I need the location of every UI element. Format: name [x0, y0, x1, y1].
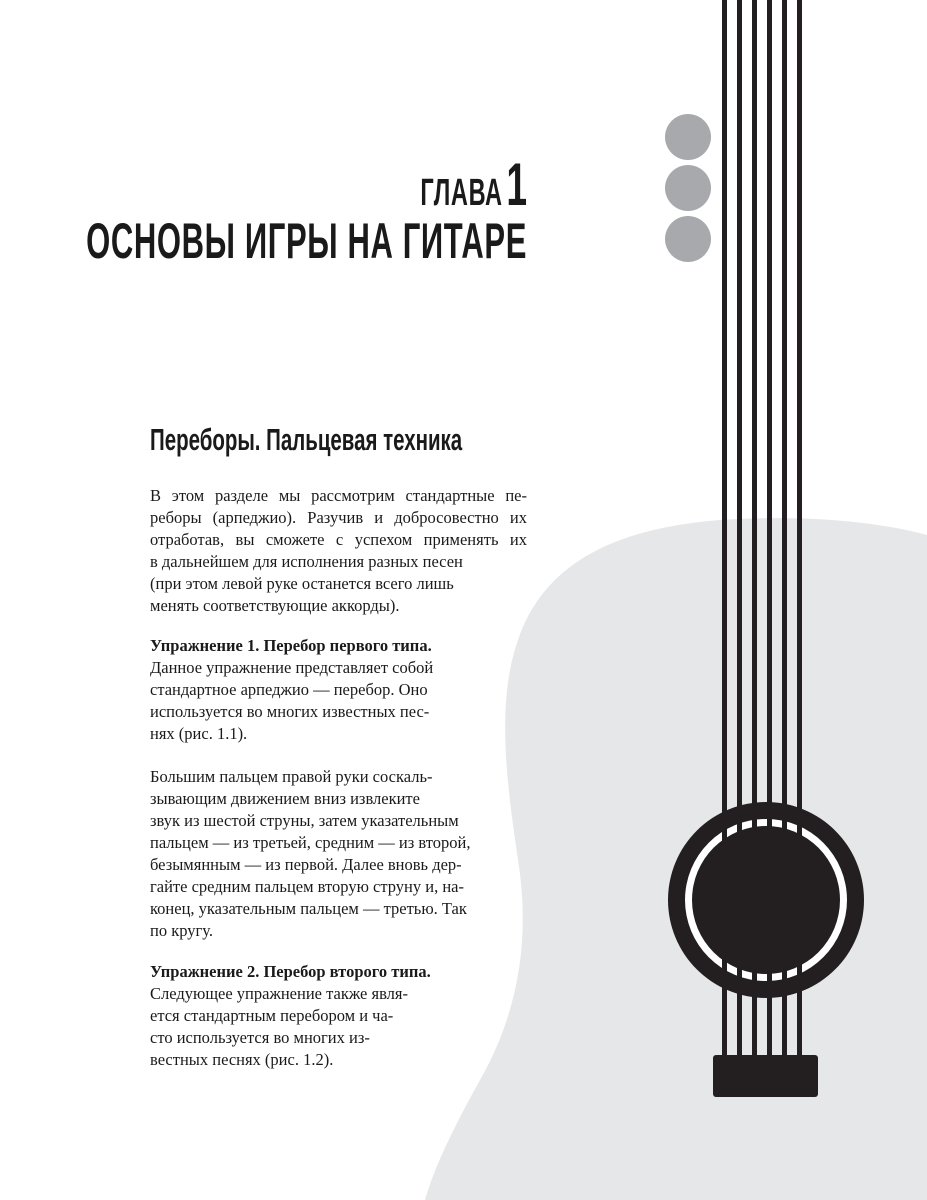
text-line: стандартное арпеджио — перебор. Оно — [150, 680, 428, 699]
chapter-word: ГЛАВА — [420, 172, 503, 214]
text-line: гайте средним пальцем вторую струну и, на- — [150, 877, 464, 896]
chapter-title: ОСНОВЫ ИГРЫ НА ГИТАРЕ — [86, 213, 527, 269]
text-line: Данное упражнение представляет собой — [150, 658, 434, 677]
chapter-number: 1 — [506, 151, 527, 218]
text-line: реборы (арпеджио). Разучив и добросовестно их — [150, 508, 527, 527]
text-line: менять соответствующие аккорды). — [150, 596, 400, 615]
guitar-bridge — [713, 1055, 818, 1097]
text-line: звук из шестой струны, затем указательным — [150, 811, 459, 830]
text-line: конец, указательным пальцем — третью. Так — [150, 899, 467, 918]
intro-paragraph — [150, 485, 527, 617]
technique-paragraph — [150, 766, 470, 942]
text-line: пальцем — из третьей, средним — из второй, — [150, 833, 471, 852]
tuning-peg-2 — [665, 165, 711, 211]
text-line: (при этом левой руке останется всего лишь — [150, 574, 454, 593]
tuning-peg-1 — [665, 114, 711, 160]
text-line: используется во многих известных пес- — [150, 702, 430, 721]
text-line: нях (рис. 1.1). — [150, 724, 248, 743]
chapter-label — [420, 150, 527, 219]
text-line: ется стандартным перебором и ча- — [150, 1006, 394, 1025]
text-line: вестных песнях (рис. 1.2). — [150, 1050, 334, 1069]
text-line: зывающим движением вниз извлеките — [150, 789, 420, 808]
tuning-peg-3 — [665, 216, 711, 262]
text-line: безымянным — из первой. Далее вновь дер- — [150, 855, 462, 874]
exercise-2-paragraph — [150, 961, 431, 1071]
text-line: по кругу. — [150, 921, 213, 940]
exercise-2-heading: Упражнение 2. Перебор второго типа. — [150, 962, 431, 981]
text-line: отработав, вы сможете с успехом применять их — [150, 530, 527, 549]
text-line: В этом разделе мы рассмотрим стандартные пе- — [150, 486, 527, 505]
text-line: сто используется во многих из- — [150, 1028, 370, 1047]
text-line: Большим пальцем правой руки соскаль- — [150, 767, 433, 786]
exercise-1-paragraph — [150, 635, 433, 745]
section-title: Переборы. Пальцевая техника — [150, 422, 463, 457]
exercise-1-heading: Упражнение 1. Перебор первого типа. — [150, 636, 432, 655]
text-line: Следующее упражнение также явля- — [150, 984, 408, 1003]
text-line: в дальнейшем для исполнения разных песен — [150, 552, 463, 571]
sound-hole-inner — [692, 826, 840, 974]
